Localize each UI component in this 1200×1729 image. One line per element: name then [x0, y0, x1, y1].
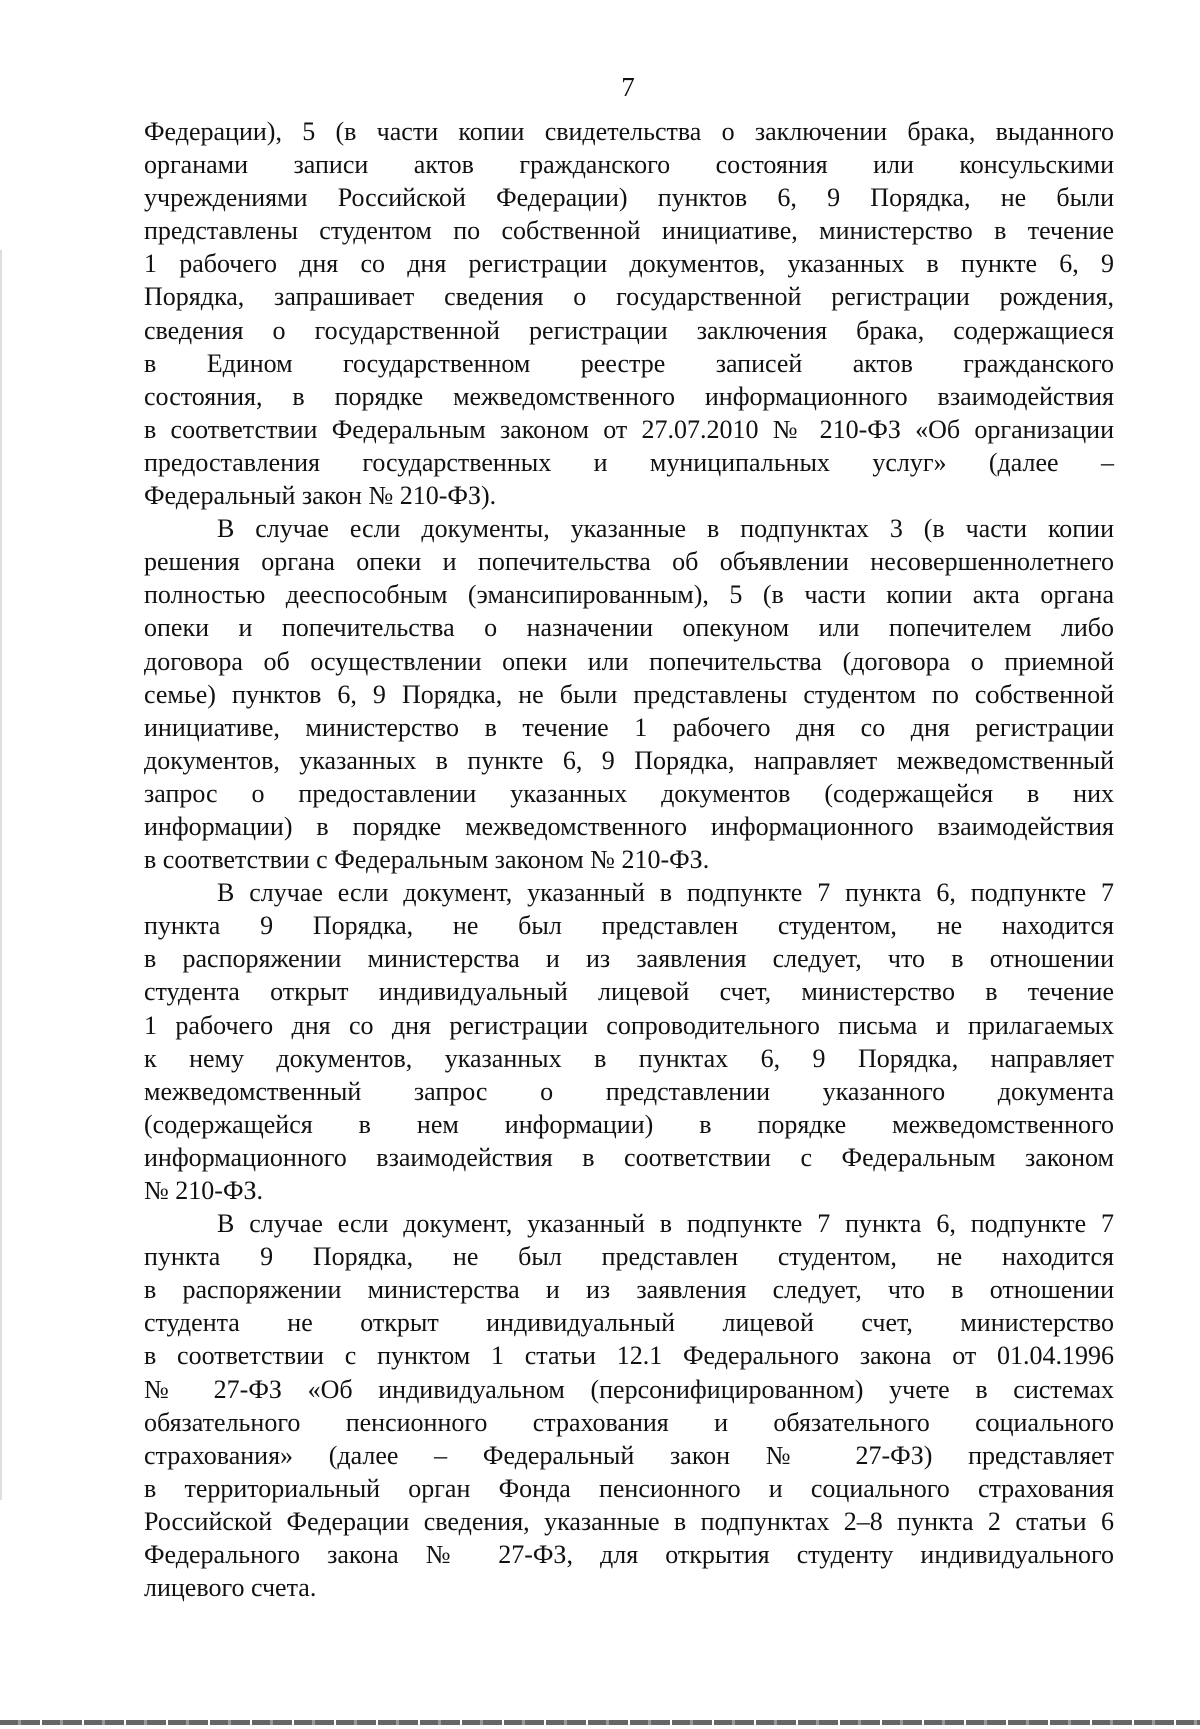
text-line: пункта 9 Порядка, не был представлен студентом, не находится [144, 911, 1114, 941]
text-line: пункта 9 Порядка, не был представлен студентом, не находится [144, 1242, 1114, 1272]
text-line: 1 рабочего дня со дня регистрации документов, указанных в пункте 6, 9 [144, 249, 1114, 279]
text-line: в распоряжении министерства и из заявления следует, что в отношении [144, 1275, 1114, 1305]
text-line: № 27-ФЗ «Об индивидуальном (персонифицированном) учете в системах [144, 1374, 1114, 1404]
text-line: лицевого счета. [144, 1573, 317, 1603]
text-line: предоставления государственных и муниципальных услуг» (далее – [144, 447, 1114, 477]
text-line: полностью дееспособным (эмансипированным), 5 (в части копии акта органа [144, 580, 1114, 610]
text-line: Федеральный закон № 210-ФЗ). [144, 481, 497, 511]
text-line: документов, указанных в пункте 6, 9 Порядка, направляет межведомственный [144, 745, 1114, 775]
text-line: в соответствии с пунктом 1 статьи 12.1 Федерального закона от 01.04.1996 [144, 1341, 1114, 1371]
text-line: представлены студентом по собственной инициативе, министерство в течение [144, 216, 1114, 246]
text-line: в соответствии с Федеральным законом № 210-ФЗ. [144, 845, 710, 875]
text-line: студента открыт индивидуальный лицевой счет, министерство в течение [144, 977, 1114, 1007]
document-body [144, 115, 1114, 1604]
text-line: страхования» (далее – Федеральный закон № 27-ФЗ) представляет [144, 1440, 1114, 1470]
paragraph-first-line: В случае если документы, указанные в подпунктах 3 (в части копии [217, 514, 1114, 544]
text-line: договора об осуществлении опеки или попечительства (договора о приемной [144, 646, 1114, 676]
text-line: информационного взаимодействия в соответствии с Федеральным законом [144, 1142, 1114, 1172]
text-line: межведомственный запрос о представлении указанного документа [144, 1076, 1114, 1106]
text-line: в территориальный орган Фонда пенсионного и социального страхования [144, 1473, 1114, 1503]
scan-edge-bottom [0, 1720, 1200, 1725]
paragraph-first-line: В случае если документ, указанный в подпункте 7 пункта 6, подпункте 7 [217, 1209, 1114, 1239]
text-line: № 210-ФЗ. [144, 1176, 264, 1205]
text-line: в Едином государственном реестре записей актов гражданского [144, 348, 1114, 378]
text-line: обязательного пенсионного страхования и обязательного социального [144, 1407, 1114, 1437]
text-line: к нему документов, указанных в пунктах 6, 9 Порядка, направляет [144, 1043, 1114, 1073]
text-line: информации) в порядке межведомственного информационного взаимодействия [144, 811, 1114, 841]
text-line: (содержащейся в нем информации) в порядке межведомственного [144, 1109, 1114, 1139]
text-line: состояния, в порядке межведомственного информационного взаимодействия [144, 381, 1114, 411]
paragraph-first-line: В случае если документ, указанный в подпункте 7 пункта 6, подпункте 7 [217, 878, 1114, 908]
text-line: 1 рабочего дня со дня регистрации сопроводительного письма и прилагаемых [144, 1010, 1114, 1040]
text-line: решения органа опеки и попечительства об объявлении несовершеннолетнего [144, 547, 1114, 577]
text-line: учреждениями Российской Федерации) пунктов 6, 9 Порядка, не были [144, 183, 1114, 213]
text-line: студента не открыт индивидуальный лицевой счет, министерство [144, 1308, 1114, 1338]
text-line: Российской Федерации сведения, указанные в подпунктах 2–8 пункта 2 статьи 6 [144, 1506, 1114, 1536]
scan-edge-left [0, 0, 2, 1729]
text-line: в распоряжении министерства и из заявления следует, что в отношении [144, 944, 1114, 974]
text-line: в соответствии Федеральным законом от 27.07.2010 № 210-ФЗ «Об организации [144, 414, 1114, 444]
text-line: Порядка, запрашивает сведения о государственной регистрации рождения, [144, 282, 1114, 312]
text-line: семье) пунктов 6, 9 Порядка, не были представлены студентом по собственной [144, 679, 1114, 709]
text-line: сведения о государственной регистрации заключения брака, содержащиеся [144, 315, 1114, 345]
text-line: Федерального закона № 27-ФЗ, для открытия студенту индивидуального [144, 1540, 1114, 1570]
page-number: 7 [621, 72, 635, 102]
text-line: запрос о предоставлении указанных документов (содержащейся в них [144, 778, 1114, 808]
text-line: органами записи актов гражданского состояния или консульскими [144, 150, 1114, 180]
text-line: опеки и попечительства о назначении опекуном или попечителем либо [144, 613, 1114, 643]
text-line: инициативе, министерство в течение 1 рабочего дня со дня регистрации [144, 712, 1114, 742]
text-line: Федерации), 5 (в части копии свидетельства о заключении брака, выданного [144, 117, 1114, 146]
